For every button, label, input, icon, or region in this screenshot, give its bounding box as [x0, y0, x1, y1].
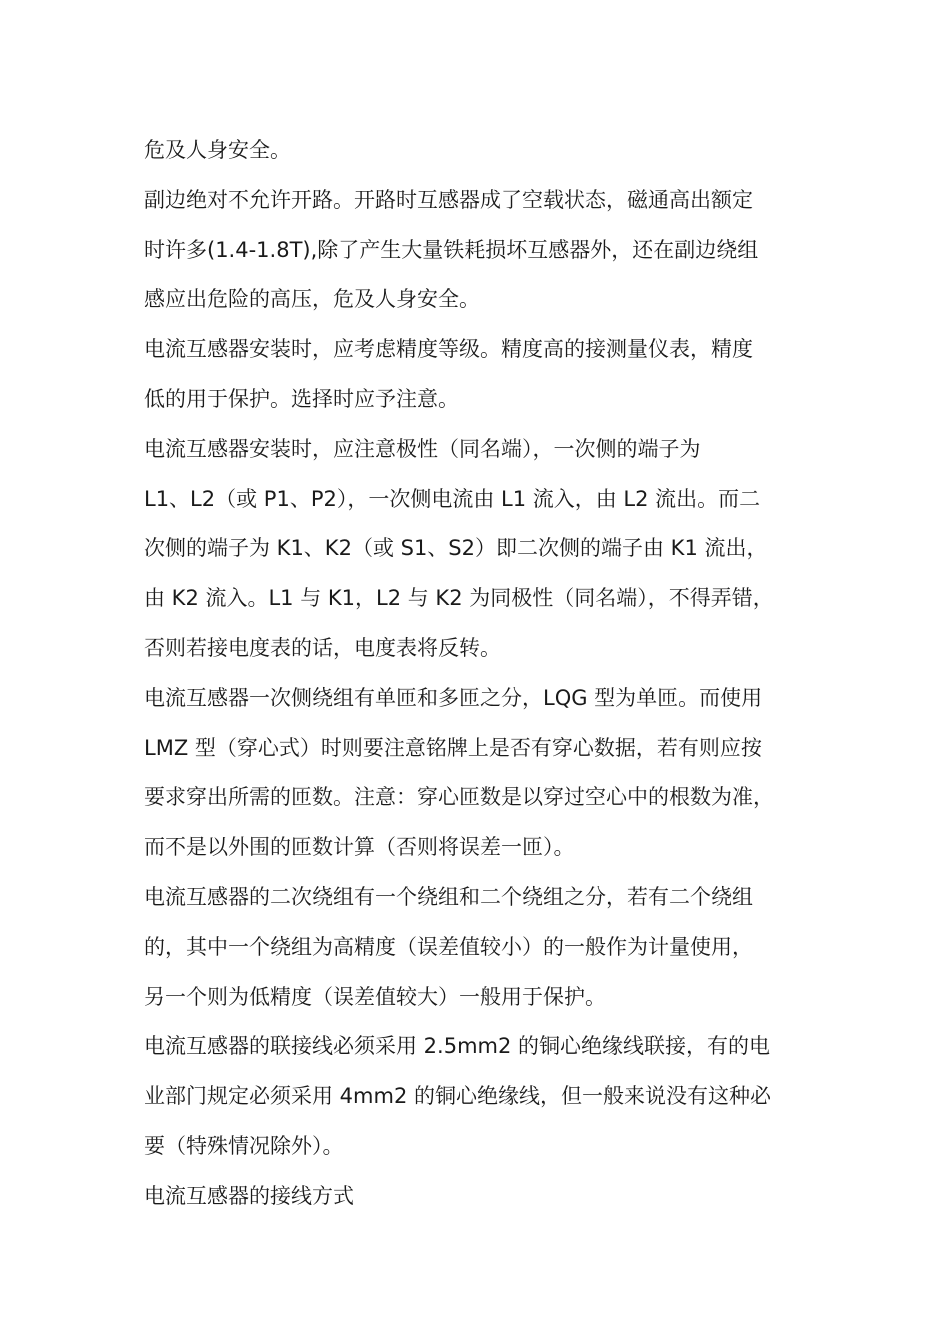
text-line: 时许多(1.4-1.8T),除了产生大量铁耗损坏互感器外，还在副边绕组	[144, 237, 759, 262]
text-line: 电流互感器的联接线必须采用 2.5mm2 的铜心绝缘线联接，有的电	[144, 1034, 771, 1059]
text-line: 电流互感器的二次绕组有一个绕组和二个绕组之分，若有二个绕组	[144, 884, 753, 909]
text-line: L1、L2（或 P1、P2），一次侧电流由 L1 流入，由 L2 流出。而二	[144, 486, 761, 511]
text-line: 业部门规定必须采用 4mm2 的铜心绝缘线，但一般来说没有这种必	[144, 1084, 771, 1109]
text-line: 电流互感器安装时，应考虑精度等级。精度高的接测量仪表，精度	[144, 337, 753, 362]
text-line: 由 K2 流入。L1 与 K1，L2 与 K2 为同极性（同名端），不得弄错，	[144, 586, 774, 611]
document-body	[144, 126, 844, 1222]
text-line: 电流互感器一次侧绕组有单匝和多匝之分，LQG 型为单匝。而使用	[144, 685, 763, 710]
text-line: 次侧的端子为 K1、K2（或 S1、S2）即二次侧的端子由 K1 流出，	[144, 536, 768, 561]
text-line: LMZ 型（穿心式）时则要注意铭牌上是否有穿心数据，若有则应按	[144, 735, 762, 760]
text-line: 要求穿出所需的匝数。注意：穿心匝数是以穿过空心中的根数为准，	[144, 785, 774, 810]
section-heading: 电流互感器的接线方式	[144, 1183, 354, 1208]
text-line: 而不是以外围的匝数计算（否则将误差一匝）。	[144, 835, 575, 860]
text-line: 另一个则为低精度（误差值较大）一般用于保护。	[144, 984, 606, 1009]
text-line: 低的用于保护。选择时应予注意。	[144, 386, 459, 411]
text-line: 要（特殊情况除外）。	[144, 1133, 344, 1158]
text-line: 否则若接电度表的话，电度表将反转。	[144, 635, 501, 660]
text-line: 电流互感器安装时，应注意极性（同名端），一次侧的端子为	[144, 436, 701, 461]
text-line: 感应出危险的高压，危及人身安全。	[144, 287, 480, 312]
text-line: 副边绝对不允许开路。开路时互感器成了空载状态，磁通高出额定	[144, 187, 753, 212]
text-line: 的，其中一个绕组为高精度（误差值较小）的一般作为计量使用，	[144, 934, 753, 959]
text-line: 危及人身安全。	[144, 138, 291, 162]
